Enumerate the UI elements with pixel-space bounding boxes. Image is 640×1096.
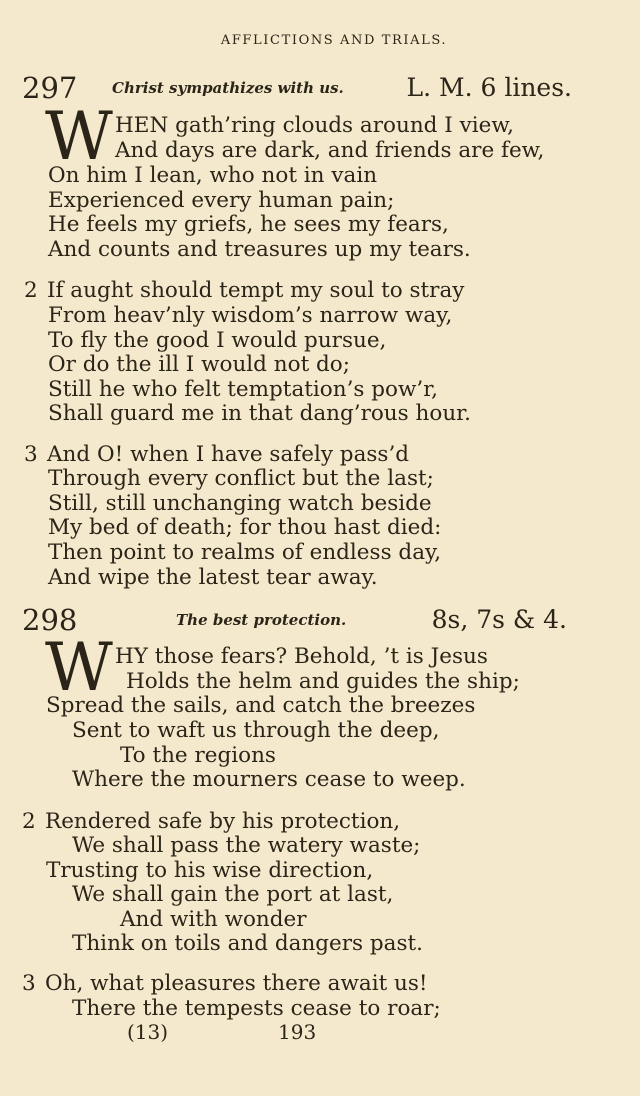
hymn-line: We shall pass the watery waste; bbox=[72, 833, 421, 858]
hymn-number: 298 bbox=[22, 603, 78, 637]
hymn-line: Spread the sails, and catch the breezes bbox=[46, 693, 476, 718]
hymn-line: To the regions bbox=[120, 743, 276, 768]
page-number: 193 bbox=[278, 1020, 317, 1044]
hymn-line: Holds the helm and guides the ship; bbox=[126, 669, 520, 694]
hymn-line: Think on toils and dangers past. bbox=[72, 931, 424, 956]
hymn-line: On him I lean, who not in vain bbox=[48, 163, 378, 188]
hymn-line: Sent to waft us through the deep, bbox=[72, 718, 440, 743]
hymn-line: Still he who felt temptation’s pow’r, bbox=[48, 377, 438, 402]
hymn-line: He feels my griefs, he sees my fears, bbox=[48, 212, 449, 237]
hymn-line: Where the mourners cease to weep. bbox=[72, 767, 466, 792]
stanza-number: 2 bbox=[22, 809, 36, 834]
hymn-line: 2 If aught should tempt my soul to stray bbox=[24, 278, 465, 303]
stanza-number: 2 bbox=[24, 278, 38, 303]
stanza-number: 3 bbox=[24, 442, 38, 467]
hymn-line: To fly the good I would pursue, bbox=[48, 328, 387, 353]
hymn-line: HY those fears? Behold, ’t is Jesus bbox=[115, 644, 488, 669]
hymn-meter: L. M. 6 lines. bbox=[406, 73, 572, 102]
hymn-line: We shall gain the port at last, bbox=[72, 882, 394, 907]
hymn-line: Or do the ill I would not do; bbox=[48, 352, 350, 377]
hymn-line: 3 Oh, what pleasures there await us! bbox=[22, 971, 428, 996]
hymn-meter: 8s, 7s & 4. bbox=[431, 605, 567, 634]
hymn-line: And wipe the latest tear away. bbox=[48, 565, 378, 590]
hymn-title: The best protection. bbox=[176, 611, 347, 629]
hymn-line: Experienced every human pain; bbox=[48, 188, 395, 213]
hymn-line: 2 Rendered safe by his protection, bbox=[22, 809, 401, 834]
hymn-line: And counts and treasures up my tears. bbox=[48, 237, 471, 262]
hymn-line: And with wonder bbox=[120, 907, 307, 932]
hymn-line: My bed of death; for thou hast died: bbox=[48, 515, 442, 540]
hymn-line: Still, still unchanging watch beside bbox=[48, 491, 432, 516]
hymn-line: There the tempests cease to roar; bbox=[72, 996, 441, 1021]
hymn-line: Then point to realms of endless day, bbox=[48, 540, 442, 565]
stanza-number: 3 bbox=[22, 971, 36, 996]
hymn-line: Shall guard me in that dang’rous hour. bbox=[48, 401, 471, 426]
hymn-title: Christ sympathizes with us. bbox=[112, 79, 344, 97]
hymn-number: 297 bbox=[22, 71, 78, 105]
hymn-line: And days are dark, and friends are few, bbox=[115, 138, 545, 163]
hymn-line: 3 And O! when I have safely pass’d bbox=[24, 442, 410, 467]
signature-mark: (13) bbox=[127, 1020, 169, 1044]
hymn-line: HEN gath’ring clouds around I view, bbox=[115, 113, 515, 138]
hymn-line: From heav’nly wisdom’s narrow way, bbox=[48, 303, 453, 328]
drop-cap: W bbox=[45, 98, 113, 175]
hymn-line: Through every conflict but the last; bbox=[48, 466, 434, 491]
drop-cap: W bbox=[45, 629, 113, 706]
hymn-line: Trusting to his wise direction, bbox=[46, 858, 374, 883]
running-header: AFFLICTIONS AND TRIALS. bbox=[220, 33, 448, 48]
